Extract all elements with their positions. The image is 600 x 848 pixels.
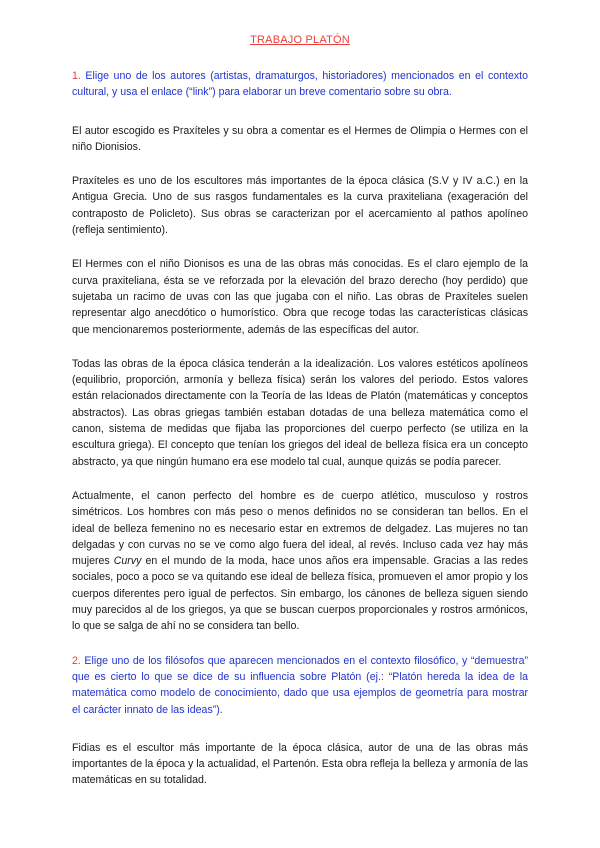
- question-2-number: 2.: [72, 654, 81, 667]
- question-1-text: Elige uno de los autores (artistas, dramaturgos, historiadores) mencionados en el contexto cultural, y usa el enlace (“link”) para elaborar un breve comentario sobre su obra.: [72, 70, 528, 99]
- paragraph-1: El autor escogido es Praxíteles y su obra a comentar es el Hermes de Olimpia o Hermes con el niño Dionisios.: [72, 124, 528, 153]
- question-2: [72, 653, 528, 718]
- paragraph-5-part-1: Actualmente, el canon perfecto del hombre es de cuerpo atlético, musculoso y rostros simétricos. Los hombres con más peso o menos definidos no se consideran tan bellos. En el ideal de belleza femenino no es necesario estar en extremos de delgadez. Las mujeres no tan delgadas y con curvas no se ve como algo fuera del ideal, al revés. Incluso cada vez hay más mujeres: [72, 489, 528, 568]
- question-2-text: Elige uno de los filósofos que aparecen mencionados en el contexto filosófico, y “demuestra” que es cierto lo que se dice de su influencia sobre Platón (ej.: “Platón hereda la idea de la matemática como modelo de conocimiento, dado que usa ejemplos de geometría para mostrar el carácter innato de las ideas”).: [72, 654, 528, 716]
- paragraph-6: Fidias es el escultor más importante de la época clásica, autor de una de las obras más importantes de la época y la actualidad, el Partenón. Esta obra refleja la belleza y armonía de las matemáticas en su totalidad.: [72, 741, 528, 787]
- paragraph-5-part-2: en el mundo de la moda, hace unos años era impensable. Gracias a las redes sociales, poco a poco se va quitando ese ideal de belleza física, promueven el amor propio y los cuerpos diferentes pero igual de perfectos. Sin embargo, los cánones de belleza siguen siendo muy parecidos al de los griegos, ya que se buscan cuerpos proporcionales y rostros armónicos, lo que se salga de ahí no se considera tan bello.: [72, 555, 529, 633]
- paragraph-2: Praxíteles es uno de los escultores más importantes de la época clásica (S.V y IV a.C.) en la Antigua Grecia. Uno de sus rasgos fundamentales es la curva praxiteliana (exageración del contraposto de Policleto). Sus obras se caracterizan por el acercamiento al pathos apolíneo (refleja sentimiento).: [72, 175, 528, 237]
- paragraph-4: Todas las obras de la época clásica tenderán a la idealización. Los valores estéticos apolíneos (equilibrio, proporción, armonía y belleza física) serán los valores del periodo. Estos valores están relacionados directamente con la Teoría de las Ideas de Platón (matemáticas y conceptos abstractos). Las obras griegas también estaban dotadas de una belleza matemática como el canon, sistema de medidas que fijaba las proporciones del cuerpo perfecto (se utiliza en la escultura griega). El concepto que tenían los griegos del ideal de belleza física era un concepto abstracto, ya que ningún humano era ese modelo tal cual, aunque quizás se podía parecer.: [72, 357, 528, 468]
- document-title: TRABAJO PLATÓN: [250, 34, 350, 46]
- question-1: [72, 68, 528, 101]
- question-1-number: 1.: [72, 70, 81, 82]
- paragraph-3: El Hermes con el niño Dionisos es una de las obras más conocidas. Es el claro ejemplo de la curva praxiteliana, ésta se ve reforzada por la elevación del brazo derecho (hoy perdido) que sujetaba un racimo de uvas con las que jugaba con el niño. Las obras de Praxíteles suelen representar algo anecdótico o humorístico. Obra que recoge todas las características clásicas que mencionaremos posteriormente, además de las específicas del autor.: [72, 258, 528, 336]
- paragraph-5-italic: Curvy: [113, 555, 142, 568]
- paragraph-5: [72, 488, 528, 635]
